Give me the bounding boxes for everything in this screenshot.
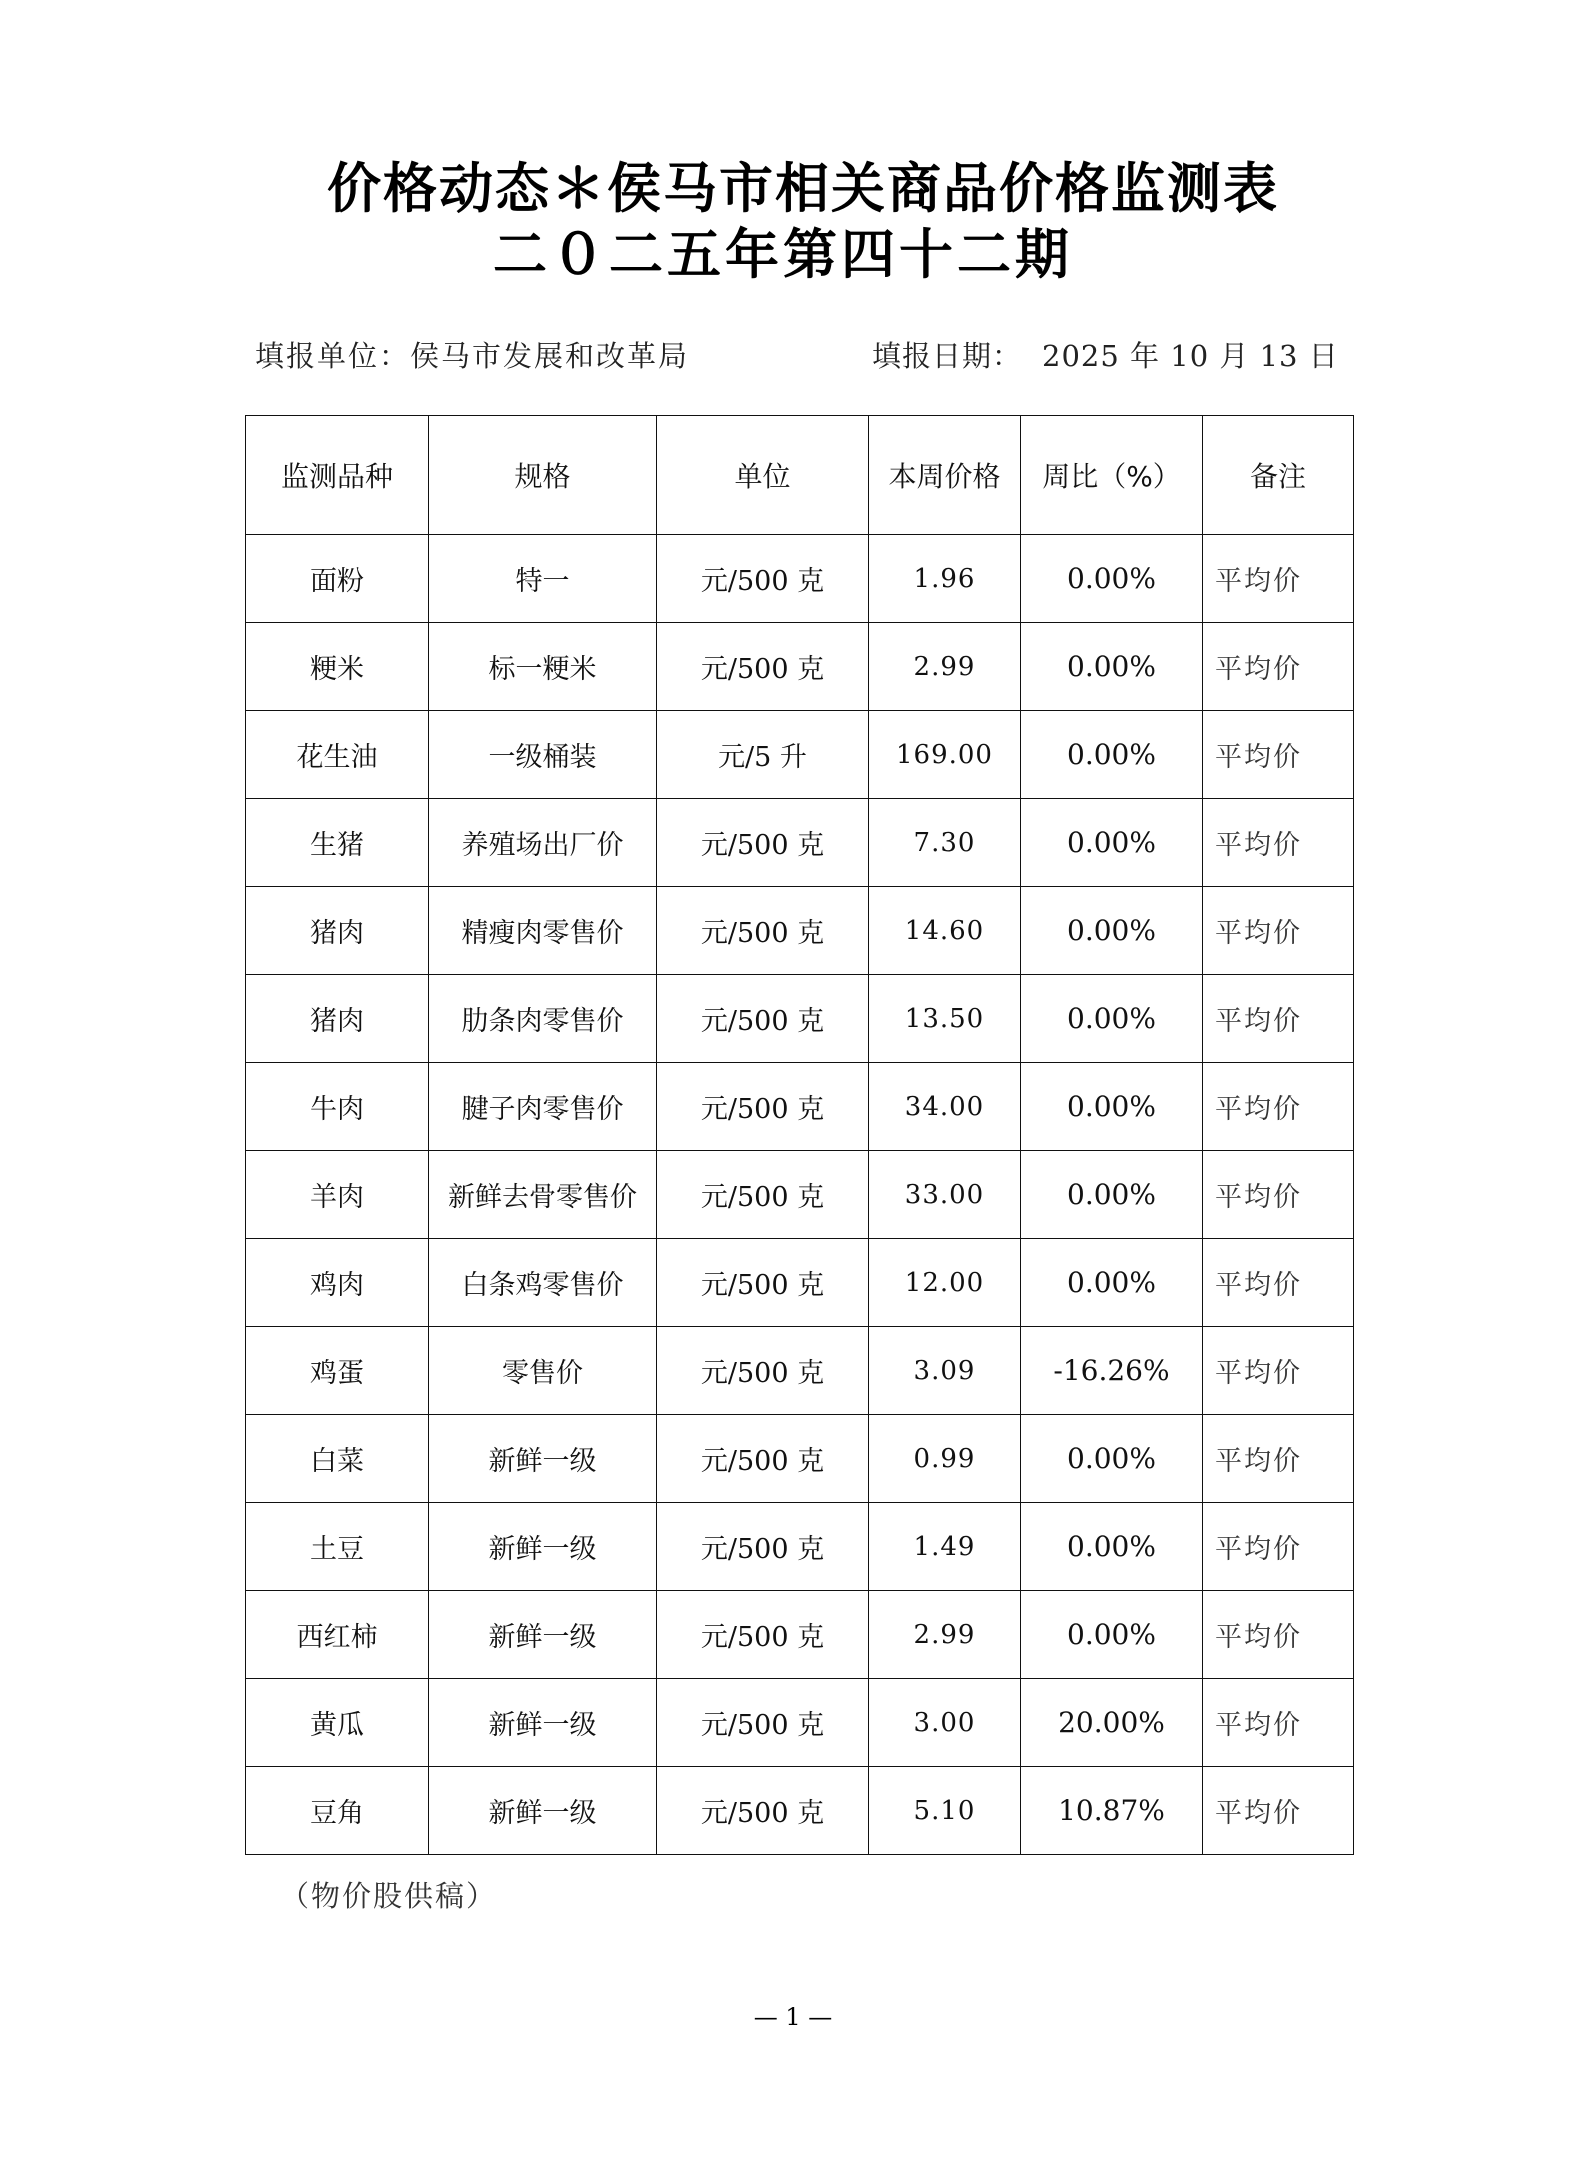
cell-weekly-change: 20.00%	[1021, 1679, 1203, 1767]
page-number: — 1 —	[753, 2003, 833, 2031]
document-title: 价格动态＊侯马市相关商品价格监测表	[327, 157, 1279, 220]
cell-unit: 元/500 克	[657, 1591, 869, 1679]
cell-price: 5.10	[869, 1767, 1021, 1855]
cell-spec: 精瘦肉零售价	[429, 887, 657, 975]
cell-note: 平均价	[1203, 799, 1354, 887]
cell-price: 33.00	[869, 1151, 1021, 1239]
cell-note: 平均价	[1203, 1591, 1354, 1679]
table-row	[246, 623, 1354, 711]
table-row	[246, 711, 1354, 799]
cell-item: 西红柿	[246, 1591, 429, 1679]
cell-price: 3.00	[869, 1679, 1021, 1767]
cell-unit: 元/500 克	[657, 887, 869, 975]
cell-item: 土豆	[246, 1503, 429, 1591]
cell-unit: 元/500 克	[657, 1151, 869, 1239]
report-date	[872, 336, 1339, 376]
cell-note: 平均价	[1203, 887, 1354, 975]
cell-price: 0.99	[869, 1415, 1021, 1503]
cell-note: 平均价	[1203, 1327, 1354, 1415]
cell-note: 平均价	[1203, 623, 1354, 711]
cell-spec: 零售价	[429, 1327, 657, 1415]
cell-spec: 新鲜去骨零售价	[429, 1151, 657, 1239]
reporting-unit	[255, 336, 689, 376]
cell-item: 鸡肉	[246, 1239, 429, 1327]
cell-spec: 腱子肉零售价	[429, 1063, 657, 1151]
cell-price: 1.49	[869, 1503, 1021, 1591]
cell-weekly-change: 10.87%	[1021, 1767, 1203, 1855]
cell-price: 13.50	[869, 975, 1021, 1063]
cell-unit: 元/500 克	[657, 1503, 869, 1591]
report-date-value: 2025 年 10 月 13 日	[1042, 339, 1339, 373]
cell-spec: 白条鸡零售价	[429, 1239, 657, 1327]
cell-spec: 养殖场出厂价	[429, 799, 657, 887]
cell-spec: 一级桶装	[429, 711, 657, 799]
cell-item: 生猪	[246, 799, 429, 887]
table-row	[246, 1151, 1354, 1239]
cell-spec: 新鲜一级	[429, 1767, 657, 1855]
cell-weekly-change: -16.26%	[1021, 1327, 1203, 1415]
cell-item: 豆角	[246, 1767, 429, 1855]
cell-price: 12.00	[869, 1239, 1021, 1327]
table-row	[246, 1679, 1354, 1767]
reporting-unit-label: 填报单位：	[255, 339, 411, 373]
table-row	[246, 1415, 1354, 1503]
cell-item: 牛肉	[246, 1063, 429, 1151]
cell-item: 花生油	[246, 711, 429, 799]
table-row	[246, 1063, 1354, 1151]
cell-unit: 元/5 升	[657, 711, 869, 799]
cell-item: 白菜	[246, 1415, 429, 1503]
cell-weekly-change: 0.00%	[1021, 535, 1203, 623]
cell-unit: 元/500 克	[657, 799, 869, 887]
cell-price: 14.60	[869, 887, 1021, 975]
cell-note: 平均价	[1203, 1767, 1354, 1855]
cell-price: 2.99	[869, 1591, 1021, 1679]
cell-weekly-change: 0.00%	[1021, 711, 1203, 799]
cell-weekly-change: 0.00%	[1021, 1239, 1203, 1327]
cell-weekly-change: 0.00%	[1021, 799, 1203, 887]
cell-spec: 标一粳米	[429, 623, 657, 711]
cell-weekly-change: 0.00%	[1021, 1591, 1203, 1679]
cell-note: 平均价	[1203, 711, 1354, 799]
cell-unit: 元/500 克	[657, 1239, 869, 1327]
cell-weekly-change: 0.00%	[1021, 623, 1203, 711]
cell-unit: 元/500 克	[657, 975, 869, 1063]
table-row	[246, 799, 1354, 887]
table-row	[246, 535, 1354, 623]
cell-weekly-change: 0.00%	[1021, 1063, 1203, 1151]
table-row	[246, 975, 1354, 1063]
cell-note: 平均价	[1203, 535, 1354, 623]
table-row	[246, 1327, 1354, 1415]
cell-spec: 新鲜一级	[429, 1679, 657, 1767]
cell-note: 平均价	[1203, 1151, 1354, 1239]
cell-note: 平均价	[1203, 1503, 1354, 1591]
cell-unit: 元/500 克	[657, 535, 869, 623]
table-row	[246, 1503, 1354, 1591]
header-weekly-change: 周比（%）	[1021, 416, 1203, 535]
cell-price: 2.99	[869, 623, 1021, 711]
cell-weekly-change: 0.00%	[1021, 1151, 1203, 1239]
cell-price: 3.09	[869, 1327, 1021, 1415]
cell-note: 平均价	[1203, 975, 1354, 1063]
header-unit: 单位	[657, 416, 869, 535]
reporting-unit-value: 侯马市发展和改革局	[410, 339, 690, 373]
cell-unit: 元/500 克	[657, 1415, 869, 1503]
cell-note: 平均价	[1203, 1415, 1354, 1503]
cell-weekly-change: 0.00%	[1021, 1503, 1203, 1591]
table-header-row	[246, 416, 1354, 535]
table-row	[246, 1591, 1354, 1679]
table-row	[246, 1767, 1354, 1855]
cell-note: 平均价	[1203, 1063, 1354, 1151]
cell-unit: 元/500 克	[657, 1327, 869, 1415]
table-row	[246, 1239, 1354, 1327]
cell-unit: 元/500 克	[657, 1767, 869, 1855]
header-item: 监测品种	[246, 416, 429, 535]
cell-unit: 元/500 克	[657, 1063, 869, 1151]
table-row	[246, 887, 1354, 975]
cell-spec: 新鲜一级	[429, 1591, 657, 1679]
cell-item: 鸡蛋	[246, 1327, 429, 1415]
cell-item: 猪肉	[246, 975, 429, 1063]
report-date-label: 填报日期：	[872, 339, 1023, 373]
cell-note: 平均价	[1203, 1679, 1354, 1767]
cell-item: 粳米	[246, 623, 429, 711]
cell-note: 平均价	[1203, 1239, 1354, 1327]
cell-weekly-change: 0.00%	[1021, 975, 1203, 1063]
cell-item: 面粉	[246, 535, 429, 623]
cell-price: 1.96	[869, 535, 1021, 623]
cell-item: 羊肉	[246, 1151, 429, 1239]
price-monitoring-table	[245, 415, 1354, 1855]
header-spec: 规格	[429, 416, 657, 535]
cell-spec: 特一	[429, 535, 657, 623]
cell-weekly-change: 0.00%	[1021, 1415, 1203, 1503]
cell-unit: 元/500 克	[657, 623, 869, 711]
cell-item: 黄瓜	[246, 1679, 429, 1767]
cell-spec: 新鲜一级	[429, 1503, 657, 1591]
issue-title: 二０二五年第四十二期	[493, 223, 1073, 286]
cell-item: 猪肉	[246, 887, 429, 975]
cell-price: 34.00	[869, 1063, 1021, 1151]
header-price: 本周价格	[869, 416, 1021, 535]
header-note: 备注	[1203, 416, 1354, 535]
source-footnote: （物价股供稿）	[280, 1879, 498, 1913]
cell-weekly-change: 0.00%	[1021, 887, 1203, 975]
cell-spec: 肋条肉零售价	[429, 975, 657, 1063]
cell-unit: 元/500 克	[657, 1679, 869, 1767]
cell-price: 169.00	[869, 711, 1021, 799]
cell-spec: 新鲜一级	[429, 1415, 657, 1503]
cell-price: 7.30	[869, 799, 1021, 887]
